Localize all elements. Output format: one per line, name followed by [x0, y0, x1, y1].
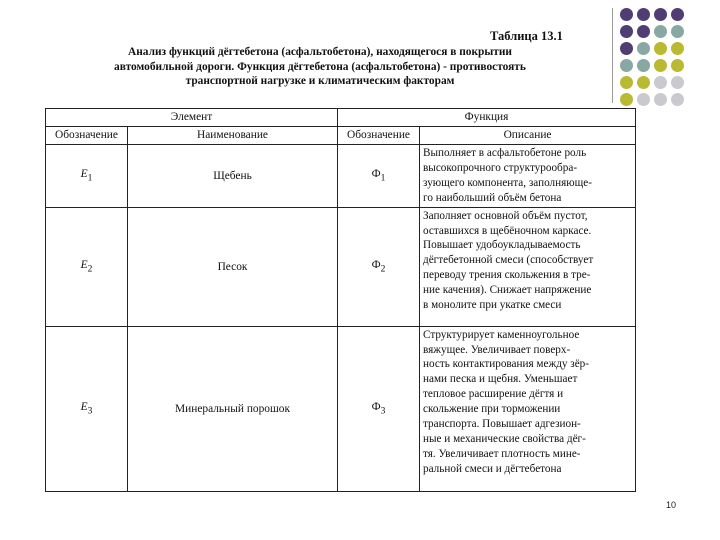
header-element-code: Обозначение	[46, 127, 128, 145]
table-caption	[40, 45, 600, 89]
description-line: нами песка и щебня. Уменьшает	[423, 373, 578, 386]
decor-dot	[637, 76, 650, 89]
function-code-index: 3	[380, 406, 386, 417]
caption-line-2: автомобильной дороги. Функция дёгтебетона (асфальтобетона) - противостоять	[114, 60, 526, 73]
description-line: ральной смеси и дёгтебетона	[423, 462, 562, 475]
description-line: дёгтебетонной смеси (способствует	[423, 254, 594, 267]
decor-dot	[671, 8, 684, 21]
function-analysis-table	[45, 108, 636, 492]
table-row	[46, 207, 636, 326]
header-function-description: Описание	[420, 127, 636, 145]
description-line: тепловое расширение дёгтя и	[423, 388, 564, 401]
decor-dot	[654, 8, 667, 21]
decorative-dot-grid	[620, 8, 720, 108]
decor-dot	[620, 42, 633, 55]
function-code-index: 2	[380, 264, 386, 275]
decor-dot	[654, 76, 667, 89]
description-line: переводу трения скольжения в тре-	[423, 269, 591, 282]
page-number: 10	[666, 500, 677, 510]
element-code	[46, 207, 128, 326]
element-name: Щебень	[128, 145, 338, 208]
decor-dot	[620, 25, 633, 38]
description-line: Заполняет основной объём пустот,	[423, 209, 588, 222]
function-description	[420, 207, 636, 326]
decor-dot	[671, 59, 684, 72]
header-function: Функция	[338, 109, 636, 127]
function-code-letter: Ф	[371, 168, 381, 181]
decor-dot	[654, 59, 667, 72]
caption-line-3: транспортной нагрузке и климатическим факторам	[185, 75, 455, 87]
description-line: высокопрочного структурообра-	[423, 161, 578, 174]
decor-dot	[620, 93, 633, 106]
description-line: оставшихся в щебёночном каркасе.	[423, 224, 592, 237]
description-line: го наибольший объём бетона	[423, 191, 562, 204]
description-line: ность контактирования между зёр-	[423, 358, 589, 371]
decorative-vertical-line	[612, 8, 613, 103]
description-line: зующего компонента, заполняюще-	[423, 176, 592, 189]
decor-dot	[637, 25, 650, 38]
element-name: Песок	[128, 207, 338, 326]
element-code-index: 2	[87, 264, 93, 275]
decor-dot	[637, 8, 650, 21]
decor-dot	[671, 42, 684, 55]
function-description	[420, 326, 636, 491]
element-code	[46, 326, 128, 491]
function-code-letter: Ф	[371, 400, 381, 413]
decor-dot	[620, 8, 633, 21]
function-code	[338, 207, 420, 326]
decor-dot	[654, 42, 667, 55]
table-number: Таблица 13.1	[490, 29, 563, 43]
decor-dot	[654, 93, 667, 106]
header-function-code: Обозначение	[338, 127, 420, 145]
header-element: Элемент	[46, 109, 338, 127]
function-code	[338, 145, 420, 208]
decor-dot	[671, 76, 684, 89]
element-code-index: 3	[87, 406, 93, 417]
element-code-letter: E	[80, 168, 88, 181]
decor-dot	[637, 59, 650, 72]
description-line: ние качения). Снижает напряжение	[423, 284, 592, 297]
element-name: Минеральный порошок	[128, 326, 338, 491]
decor-dot	[637, 42, 650, 55]
function-description	[420, 145, 636, 208]
description-line: Выполняет в асфальтобетоне роль	[423, 147, 587, 159]
decor-dot	[620, 76, 633, 89]
element-code-letter: E	[80, 400, 88, 413]
description-line: транспорта. Повышает адгезион-	[423, 418, 581, 431]
decor-dot	[671, 93, 684, 106]
description-line: Структурирует каменноугольное	[423, 328, 580, 341]
decor-dot	[654, 25, 667, 38]
function-code-index: 1	[380, 173, 386, 184]
element-code-index: 1	[87, 173, 93, 184]
function-code	[338, 326, 420, 491]
description-line: вяжущее. Увеличивает поверх-	[423, 343, 571, 356]
element-code	[46, 145, 128, 208]
table-row	[46, 145, 636, 208]
header-element-name: Наименование	[128, 127, 338, 145]
description-line: ные и механические свойства дёг-	[423, 432, 586, 445]
decor-dot	[620, 59, 633, 72]
decor-dot	[637, 93, 650, 106]
description-line: Повышает удобоукладываемость	[423, 239, 581, 252]
function-code-letter: Ф	[371, 258, 381, 271]
decor-dot	[671, 25, 684, 38]
caption-line-1: Анализ функций дёгтебетона (асфальтобетона), находящегося в покрытии	[128, 46, 512, 58]
table-row	[46, 326, 636, 491]
description-line: в монолите при укатке смеси	[423, 299, 562, 312]
element-code-letter: E	[80, 258, 88, 271]
description-line: скольжение при торможении	[423, 403, 561, 416]
description-line: тя. Увеличивает плотность минe-	[423, 447, 581, 460]
